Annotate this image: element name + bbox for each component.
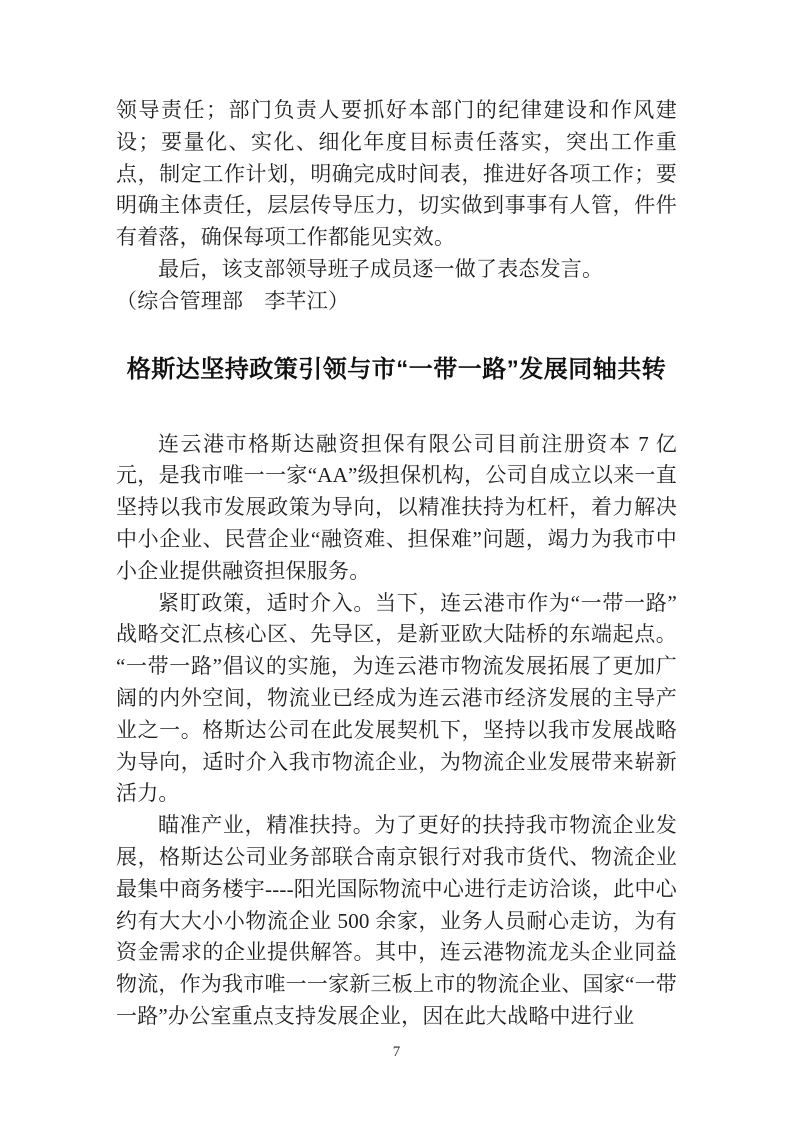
page-content [116,95,677,1033]
article-body [116,429,677,1033]
paragraph-continuation: 领导责任；部门负责人要抓好本部门的纪律建设和作风建设；要量化、实化、细化年度目标责任落实，突出工作重点，制定工作计划，明确完成时间表，推进好各项工作；要明确主体责任，层层传导压力，切实做到事事有人管，件件有着落，确保每项工作都能见实效。 [116,98,677,250]
article-title: 格斯达坚持政策引领与市“一带一路”发展同轴共转 [126,355,667,383]
article-paragraph: 连云港市格斯达融资担保有限公司目前注册资本 7 亿元，是我市唯一一家“AA”级担保机构，公司自成立以来一直坚持以我市发展政策为导向，以精准扶持为杠杆，着力解决中小企业、民营企业“融资难、担保难”问题，竭力为我市中小企业提供融资担保服务。 [116,431,677,583]
article-byline: （综合管理部 李芊江） [116,288,350,313]
paragraph-closing: 最后，该支部领导班子成员逐一做了表态发言。 [158,256,604,281]
article-paragraph: 紧盯政策，适时介入。当下，连云港市作为“一带一路”战略交汇点核心区、先导区，是新亚欧大陆桥的东端起点。“一带一路”倡议的实施，为连云港市物流发展拓展了更加广阔的内外空间，物流业已经成为连云港市经济发展的主导产业之一。格斯达公司在此发展契机下，坚持以我市发展战略为导向，适时介入我市物流企业，为物流企业发展带来崭新活力。 [116,590,677,806]
page-number: 7 [392,1044,401,1060]
article-paragraph: 瞄准产业，精准扶持。为了更好的扶持我市物流企业发展，格斯达公司业务部联合南京银行对我市货代、物流企业最集中商务楼宇----阳光国际物流中心进行走访洽谈，此中心约有大大小小物流企业 500 余家，业务人员耐心走访，为有资金需求的企业提供解答。其中，连云港物流龙头企业同益物流，作为我市唯一一家新三板上市的物流企业、国家“一带一路”办公室重点支持发展企业，因在此大战略中进行业 [116,813,677,1028]
